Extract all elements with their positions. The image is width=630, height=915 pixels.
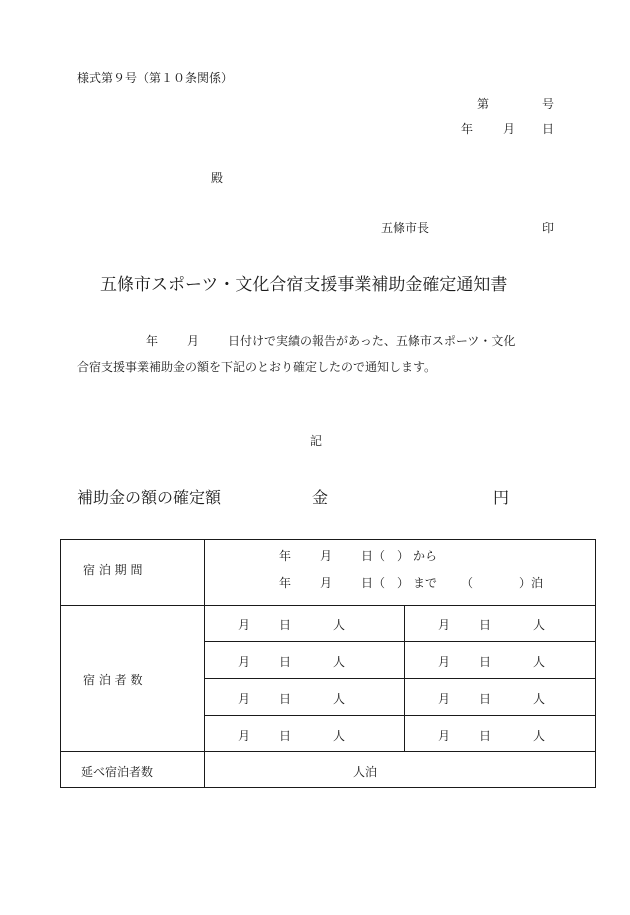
guest-month: 月 bbox=[438, 618, 451, 632]
guest-day: 日 bbox=[279, 618, 292, 632]
body-month: 月 bbox=[187, 334, 200, 348]
guest-day: 日 bbox=[279, 655, 292, 669]
period-to-year: 年 bbox=[279, 576, 292, 590]
total-value: 人泊 bbox=[353, 765, 378, 779]
period-from-day: 日 bbox=[361, 549, 374, 563]
amount-yen: 円 bbox=[493, 488, 510, 507]
guest-day: 日 bbox=[479, 618, 492, 632]
period-to-suffix: まで bbox=[413, 576, 438, 590]
form-number: 様式第９号（第１０条関係） bbox=[77, 71, 234, 85]
guest-day: 日 bbox=[479, 655, 492, 669]
guest-month: 月 bbox=[238, 618, 251, 632]
guest-month: 月 bbox=[438, 655, 451, 669]
date-day: 日 bbox=[542, 122, 555, 136]
amount-label: 補助金の額の確定額 bbox=[77, 488, 222, 507]
nights-open: （ bbox=[461, 576, 474, 590]
period-to-paren: （ ） bbox=[373, 576, 410, 590]
body-line1: 日付けで実績の報告があった、五條市スポーツ・文化 bbox=[228, 334, 516, 348]
guest-month: 月 bbox=[238, 655, 251, 669]
period-to-month: 月 bbox=[320, 576, 333, 590]
period-to-day: 日 bbox=[361, 576, 374, 590]
guest-person: 人 bbox=[333, 692, 346, 706]
nights-close: ）泊 bbox=[519, 576, 544, 590]
period-from-month: 月 bbox=[320, 549, 333, 563]
amount-kin: 金 bbox=[312, 488, 329, 507]
issuer-name: 五條市長 bbox=[381, 221, 430, 235]
ki-label: 記 bbox=[310, 434, 323, 448]
guest-day: 日 bbox=[479, 729, 492, 743]
total-header: 延べ宿泊者数 bbox=[81, 765, 154, 779]
guest-month: 月 bbox=[238, 729, 251, 743]
period-from-year: 年 bbox=[279, 549, 292, 563]
guest-person: 人 bbox=[533, 655, 546, 669]
doc-number-suffix: 号 bbox=[542, 97, 555, 111]
guest-day: 日 bbox=[279, 692, 292, 706]
body-line2: 合宿支援事業補助金の額を下記のとおり確定したので通知します。 bbox=[77, 360, 437, 374]
guest-person: 人 bbox=[533, 729, 546, 743]
guests-header: 宿 泊 者 数 bbox=[83, 673, 143, 687]
period-from-paren: （ ） bbox=[373, 549, 410, 563]
guest-person: 人 bbox=[533, 692, 546, 706]
guest-day: 日 bbox=[279, 729, 292, 743]
body-year: 年 bbox=[146, 334, 159, 348]
date-month: 月 bbox=[503, 122, 516, 136]
document-title: 五條市スポーツ・文化合宿支援事業補助金確定通知書 bbox=[100, 275, 508, 295]
date-year: 年 bbox=[461, 122, 474, 136]
guest-person: 人 bbox=[333, 729, 346, 743]
period-from-suffix: から bbox=[413, 549, 438, 563]
guest-month: 月 bbox=[438, 692, 451, 706]
guest-day: 日 bbox=[479, 692, 492, 706]
guest-month: 月 bbox=[438, 729, 451, 743]
addressee-honorific: 殿 bbox=[211, 171, 224, 185]
issuer-seal: 印 bbox=[542, 221, 555, 235]
period-header: 宿 泊 期 間 bbox=[83, 563, 143, 577]
guest-month: 月 bbox=[238, 692, 251, 706]
stay-table bbox=[60, 539, 596, 788]
guest-person: 人 bbox=[333, 655, 346, 669]
guest-person: 人 bbox=[533, 618, 546, 632]
doc-number-prefix: 第 bbox=[477, 97, 490, 111]
guest-person: 人 bbox=[333, 618, 346, 632]
